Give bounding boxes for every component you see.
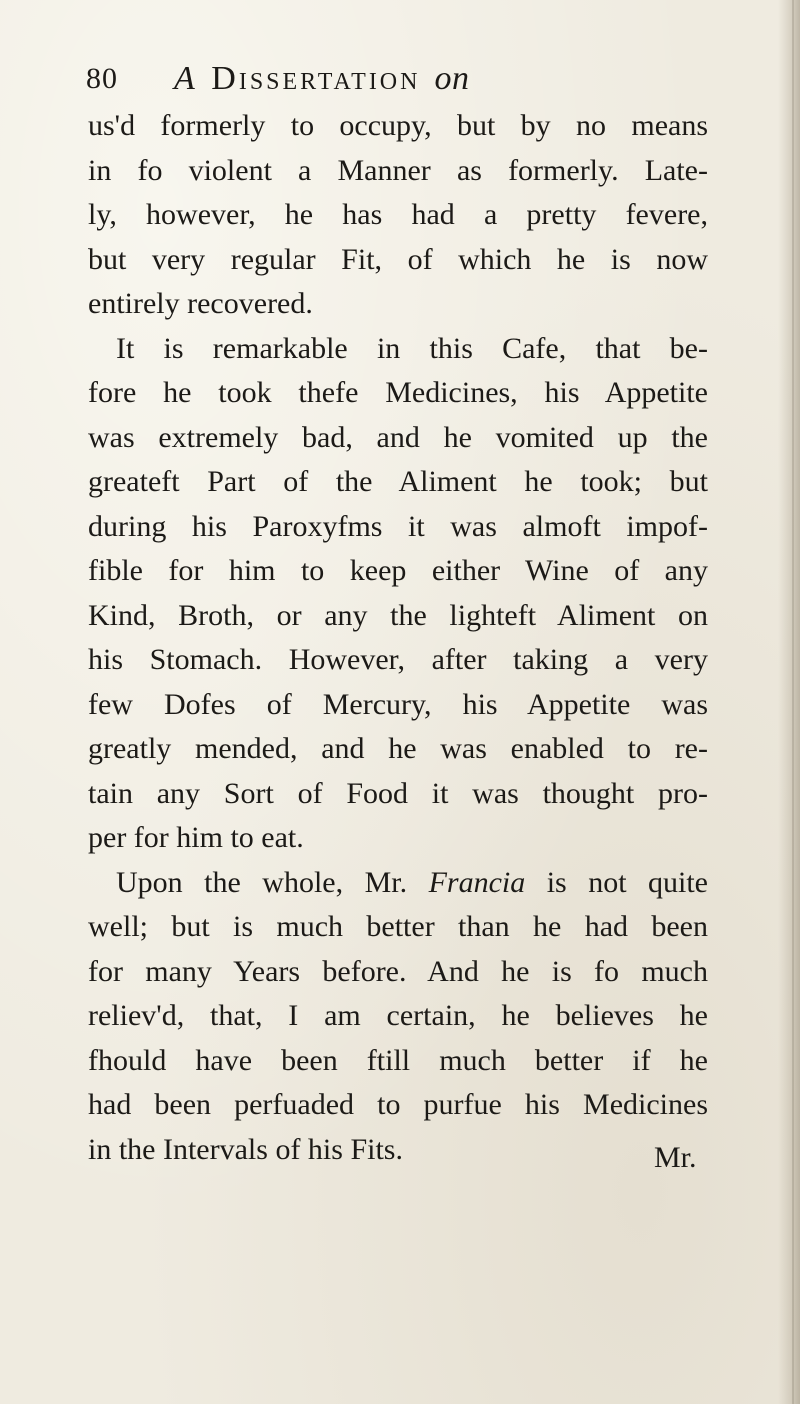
page-edge-fold bbox=[792, 0, 794, 1404]
text-line bbox=[88, 861, 708, 906]
text-line: his Stomach. However, after taking a very bbox=[88, 643, 708, 676]
text-line-start: Upon the whole, Mr. bbox=[116, 865, 429, 899]
text-line: well; but is much better than he had been bbox=[88, 910, 708, 943]
catchword: Mr. bbox=[654, 1141, 697, 1174]
text-line-end: is not quite bbox=[525, 865, 708, 899]
text-line: was extremely bad, and he vomited up the bbox=[88, 420, 708, 454]
page-number: 80 bbox=[86, 62, 118, 95]
text-line: few Dofes of Mercury, his Appetite was bbox=[88, 687, 708, 721]
text-line: us'd formerly to occupy, but by no means bbox=[88, 109, 708, 142]
page-edge-shadow bbox=[778, 0, 800, 1404]
text-line: for many Years before. And he is fo much bbox=[88, 954, 708, 988]
text-line: tain any Sort of Food it was thought pro- bbox=[88, 776, 708, 810]
running-header bbox=[86, 60, 726, 106]
text-line: but very regular Fit, of which he is now bbox=[88, 242, 708, 276]
text-line: greateft Part of the Aliment he took; but bbox=[88, 465, 708, 498]
running-head-preposition: on bbox=[434, 60, 470, 97]
running-head-main: Dissertation bbox=[211, 60, 421, 97]
text-line: greatly mended, and he was enabled to re- bbox=[88, 732, 708, 765]
text-line: ly, however, he has had a pretty fevere, bbox=[88, 198, 708, 231]
text-line: per for him to eat. bbox=[88, 821, 304, 854]
text-line: entirely recovered. bbox=[88, 287, 313, 320]
text-line: in the Intervals of his Fits. bbox=[88, 1132, 403, 1166]
body-text bbox=[88, 104, 708, 1172]
text-line: reliev'd, that, I am certain, he believes he bbox=[88, 999, 708, 1032]
running-head-article: A bbox=[174, 60, 196, 97]
text-line: It is remarkable in this Cafe, that be- bbox=[116, 331, 708, 365]
running-head-title bbox=[174, 60, 469, 98]
text-line: in fo violent a Manner as formerly. Late- bbox=[88, 153, 708, 187]
person-name-francia: Francia bbox=[428, 865, 526, 899]
text-line: during his Paroxyfms it was almoft impof- bbox=[88, 509, 708, 543]
text-line: had been perfuaded to purfue his Medicines bbox=[88, 1088, 708, 1121]
text-line: fible for him to keep either Wine of any bbox=[88, 554, 708, 587]
text-line: fore he took thefe Medicines, his Appetite bbox=[88, 376, 708, 409]
text-line: Kind, Broth, or any the lighteft Aliment on bbox=[88, 598, 708, 632]
text-line: fhould have been ftill much better if he bbox=[88, 1043, 708, 1077]
